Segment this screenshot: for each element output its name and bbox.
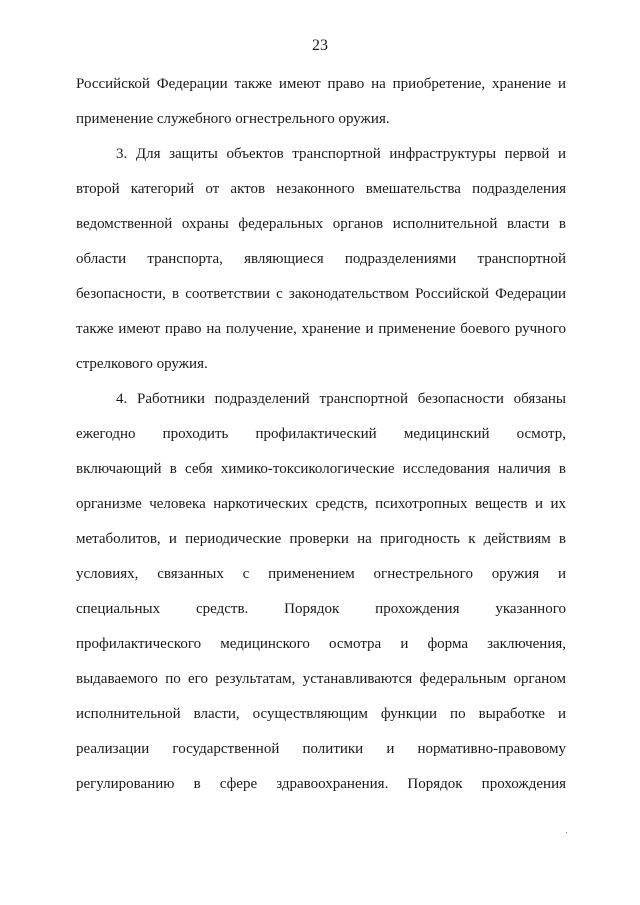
text-line: также имеют право на получение, хранение и применение боевого ручного xyxy=(76,321,566,337)
text-line: включающий в себя химико-токсикологические исследования наличия в xyxy=(76,461,566,477)
text-line: исполнительной власти, осуществляющим функции по выработке и xyxy=(76,706,566,722)
text-line: ежегодно проходить профилактический медицинский осмотр, xyxy=(76,426,566,442)
text-line: области транспорта, являющиеся подразделениями транспортной xyxy=(76,251,566,267)
text-line: 3. Для защиты объектов транспортной инфраструктуры первой и xyxy=(116,146,566,162)
text-line: специальных средств. Порядок прохождения указанного xyxy=(76,601,566,617)
text-line: условиях, связанных с применением огнестрельного оружия и xyxy=(76,566,566,582)
text-line: метаболитов, и периодические проверки на пригодность к действиям в xyxy=(76,531,566,547)
page-number: 23 xyxy=(312,37,328,54)
text-line: организме человека наркотических средств, психотропных веществ и их xyxy=(76,496,566,512)
text-line: безопасности, в соответствии с законодательством Российской Федерации xyxy=(76,286,566,302)
text-line: применение служебного огнестрельного оружия. xyxy=(76,111,390,127)
scan-speck xyxy=(566,832,567,833)
text-line: 4. Работники подразделений транспортной безопасности обязаны xyxy=(116,391,566,407)
text-line: профилактического медицинского осмотра и форма заключения, xyxy=(76,636,566,652)
text-line: реализации государственной политики и нормативно-правовому xyxy=(76,741,566,757)
text-line: выдаваемого по его результатам, устанавливаются федеральным органом xyxy=(76,671,566,687)
text-line: ведомственной охраны федеральных органов исполнительной власти в xyxy=(76,216,566,232)
text-line: регулированию в сфере здравоохранения. Порядок прохождения xyxy=(76,776,566,792)
text-line: стрелкового оружия. xyxy=(76,356,208,372)
text-line: Российской Федерации также имеют право на приобретение, хранение и xyxy=(76,76,566,92)
text-line: второй категорий от актов незаконного вмешательства подразделения xyxy=(76,181,566,197)
